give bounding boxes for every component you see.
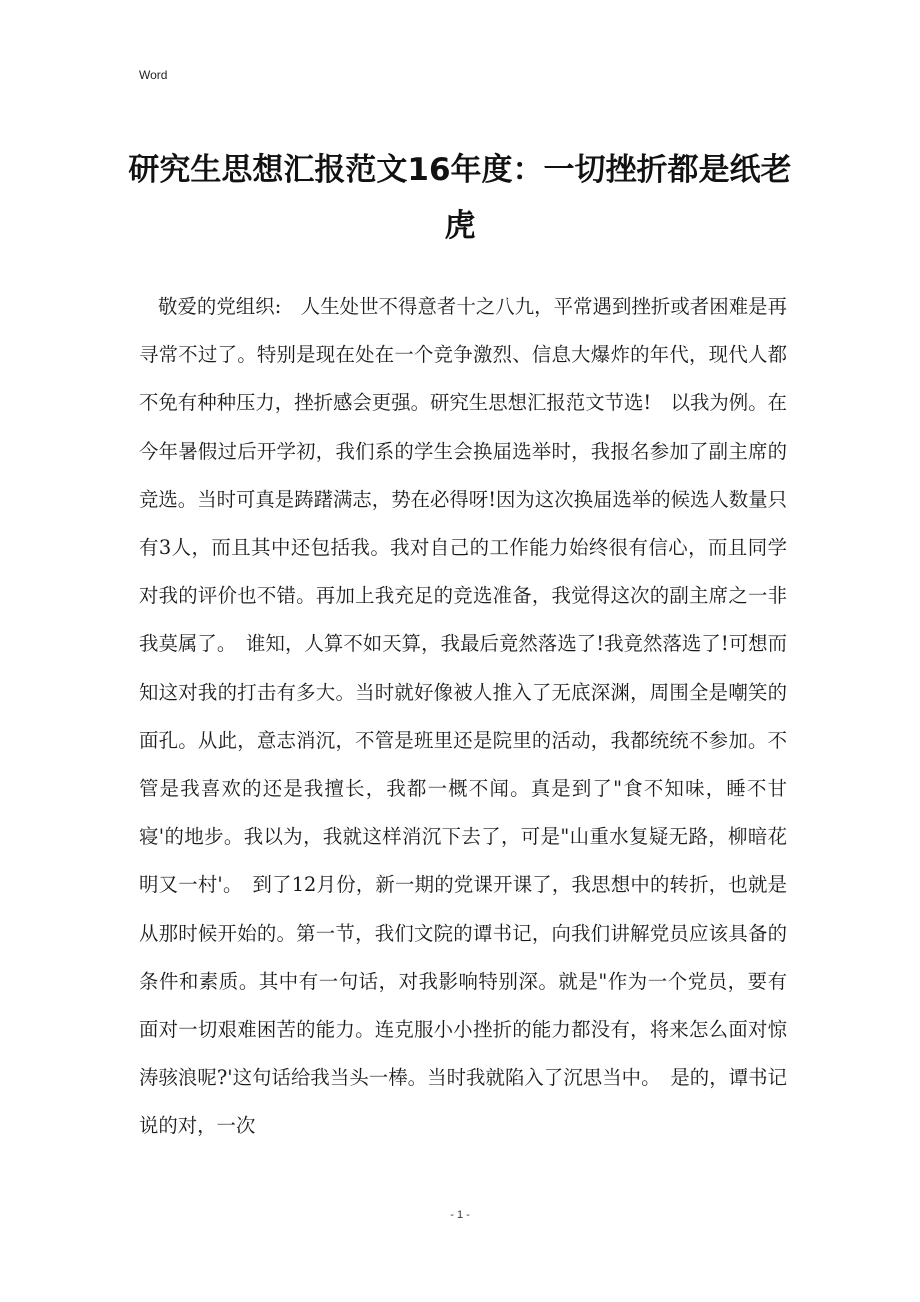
document-body: 敬爱的党组织: 人生处世不得意者十之八九，平常遇到挫折或者困难是再寻常不过了。特别是现在处在一个竞争激烈、信息大爆炸的年代，现代人都不免有种种压力，挫折感会更强。研究生思想汇报范文节选! 以我为例。在今年暑假过后开学初，我们系的学生会换届选举时，我报名参加了副主席的竞选。当时可真是踌躇满志，势在必得呀!因为这次换届选举的候选人数量只有3人，而且其中还包括我。我对自己的工作能力始终很有信心，而且同学对我的评价也不错。再加上我充足的竞选准备，我觉得这次的副主席之一非我莫属了。 谁知，人算不如天算，我最后竟然落选了!我竟然落选了!可想而知这对我的打击有多大。当时就好像被人推入了无底深渊，周围全是嘲笑的面孔。从此，意志消沉，不管是班里还是院里的活动，我都统统不参加。不管是我喜欢的还是我擅长，我都一概不闻。真是到了"食不知味，睡不甘寝'的地步。我以为，我就这样消沉下去了，可是"山重水复疑无路，柳暗花明又一村'。 到了12月份，新一期的党课开课了，我思想中的转折，也就是从那时候开始的。第一节，我们文院的谭书记，向我们讲解党员应该具备的条件和素质。其中有一句话，对我影响特别深。就是"作为一个党员，要有面对一切艰难困苦的能力。连克服小小挫折的能力都没有，将来怎么面对惊涛骇浪呢?'这句话给我当头一棒。当时我就陷入了沉思当中。 是的，谭书记说的对，一次 <box>139 295 787 1138</box>
page-number: - 1 - <box>450 1209 470 1221</box>
header-app-label: Word <box>139 68 168 82</box>
document-title: 研究生思想汇报范文16年度：一切挫折都是纸老虎 <box>128 152 792 244</box>
